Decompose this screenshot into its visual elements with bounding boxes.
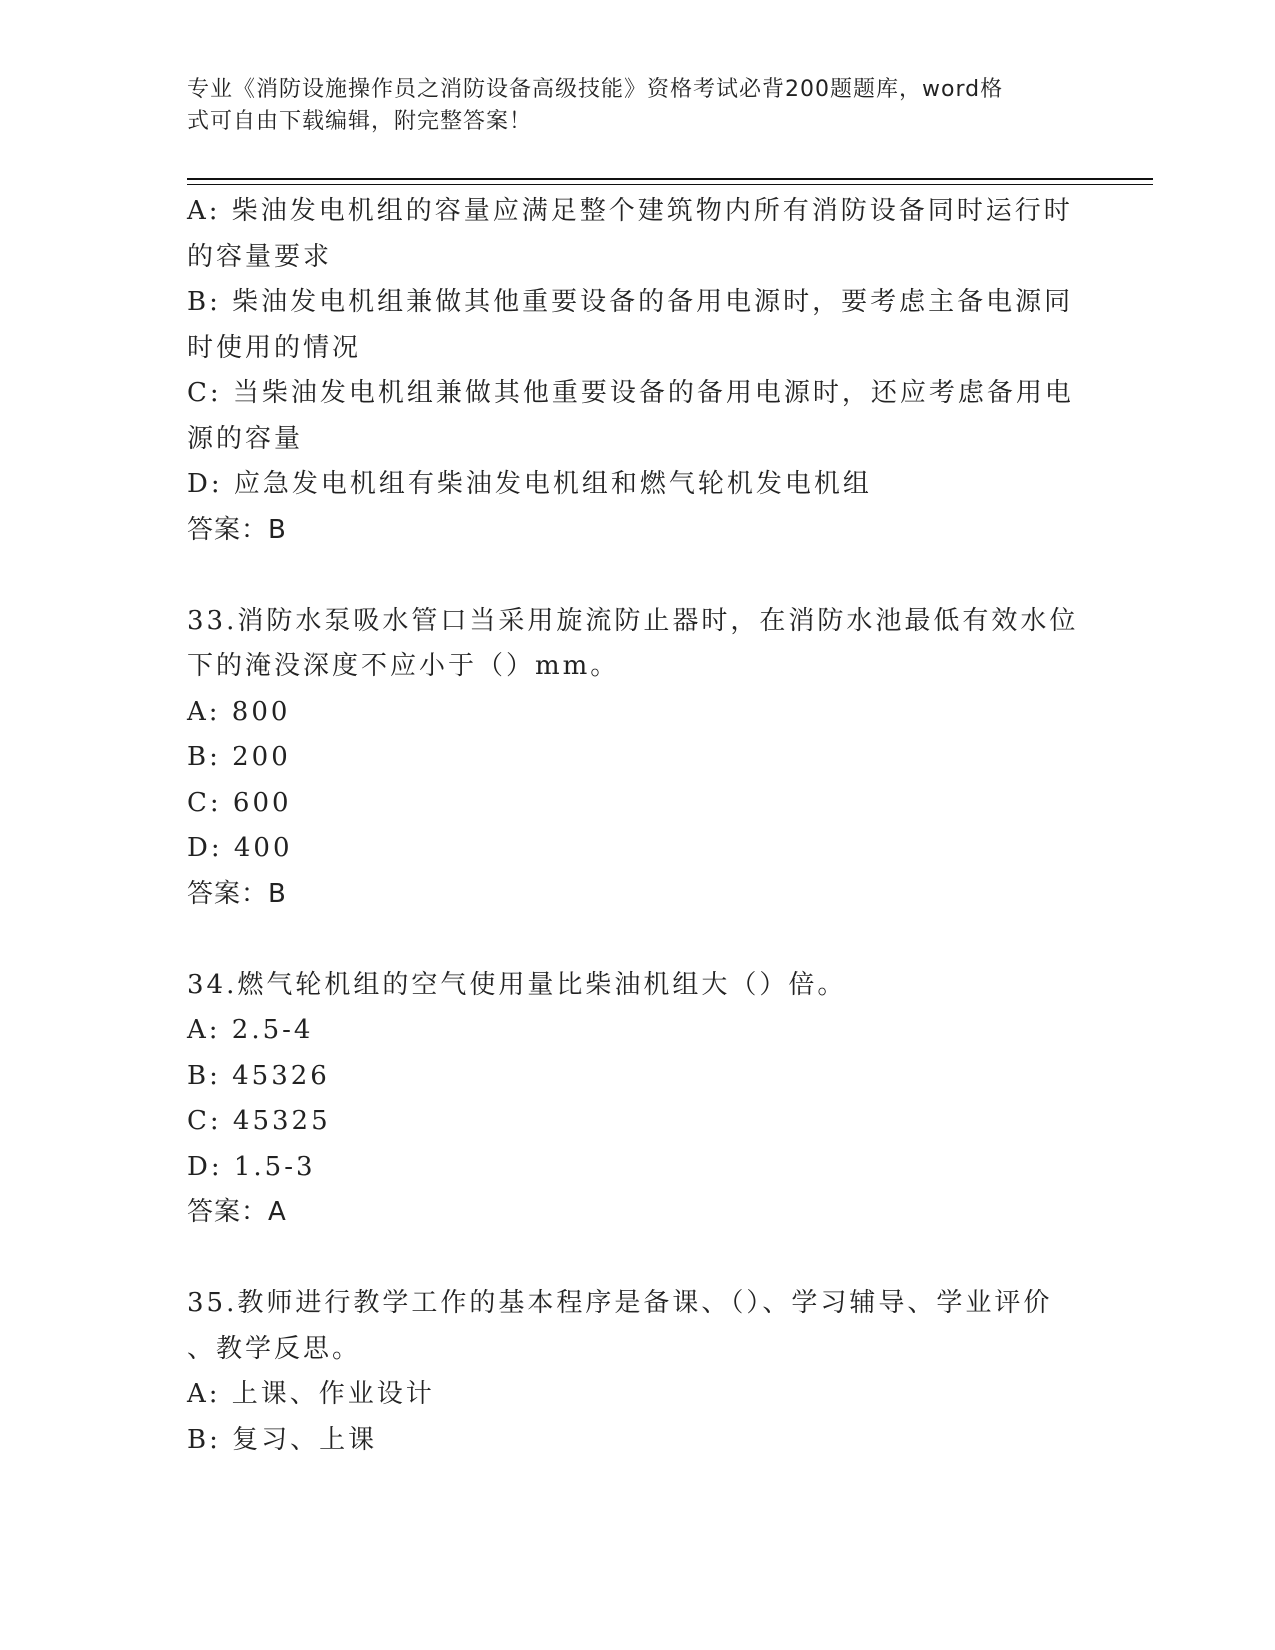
q33-answer: 答案：B [187, 878, 287, 909]
q34-stem-line-1: 34.燃气轮机组的空气使用量比柴油机组大（）倍。 [187, 969, 847, 1000]
q34-answer: 答案：A [187, 1197, 287, 1227]
question-spacer [187, 917, 1087, 963]
q33-option-d: D: 400 [187, 833, 293, 863]
q32-option-a-line-2: 的容量要求 [187, 241, 333, 272]
q33-option-b: B: 200 [187, 742, 291, 772]
q33-stem-line-2: 下的淹没深度不应小于（）mm。 [187, 651, 620, 681]
header-line-1: 专业《消防设施操作员之消防设备高级技能》资格考试必背200题题库，word格 [187, 77, 1004, 102]
q32-option-b-line-2: 时使用的情况 [187, 332, 362, 363]
q35-stem-line-1: 35.教师进行教学工作的基本程序是备课、（）、学习辅导、学业评价 [187, 1288, 1053, 1318]
q32-option-b-line-1: B: 柴油发电机组兼做其他重要设备的备用电源时，要考虑主备电源同 [187, 287, 1074, 317]
q32-option-c-line-2: 源的容量 [187, 423, 304, 454]
q34-option-d: D: 1.5-3 [187, 1151, 316, 1182]
q32-option-a-line-1: A: 柴油发电机组的容量应满足整个建筑物内所有消防设备同时运行时 [187, 196, 1073, 226]
q32-answer: 答案：B [187, 514, 287, 545]
question-32 [187, 189, 1087, 553]
q34-option-a: A: 2.5-4 [187, 1015, 314, 1045]
q32-option-c-line-1: C: 当柴油发电机组兼做其他重要设备的备用电源时，还应考虑备用电 [187, 378, 1074, 408]
question-33 [187, 599, 1087, 918]
header-line-2: 式可自由下载编辑，附完整答案！ [187, 109, 533, 134]
question-34 [187, 963, 1087, 1236]
q35-option-a: A: 上课、作业设计 [187, 1379, 435, 1409]
document-header [187, 74, 1067, 138]
question-list [187, 189, 1087, 1463]
q34-option-b: B: 45326 [187, 1060, 330, 1091]
q35-option-b: B: 复习、上课 [187, 1424, 378, 1455]
q34-option-c: C: 45325 [187, 1106, 331, 1136]
question-35 [187, 1281, 1087, 1463]
q33-option-a: A: 800 [187, 696, 291, 727]
question-spacer [187, 553, 1087, 599]
header-divider-thin [187, 184, 1153, 185]
q33-stem-line-1: 33.消防水泵吸水管口当采用旋流防止器时，在消防水池最低有效水位 [187, 605, 1079, 636]
question-spacer [187, 1236, 1087, 1282]
q35-stem-line-2: 、教学反思。 [187, 1333, 362, 1364]
header-divider-thick [187, 178, 1153, 180]
q32-option-d: D: 应急发电机组有柴油发电机组和燃气轮机发电机组 [187, 469, 872, 499]
q33-option-c: C: 600 [187, 787, 292, 818]
